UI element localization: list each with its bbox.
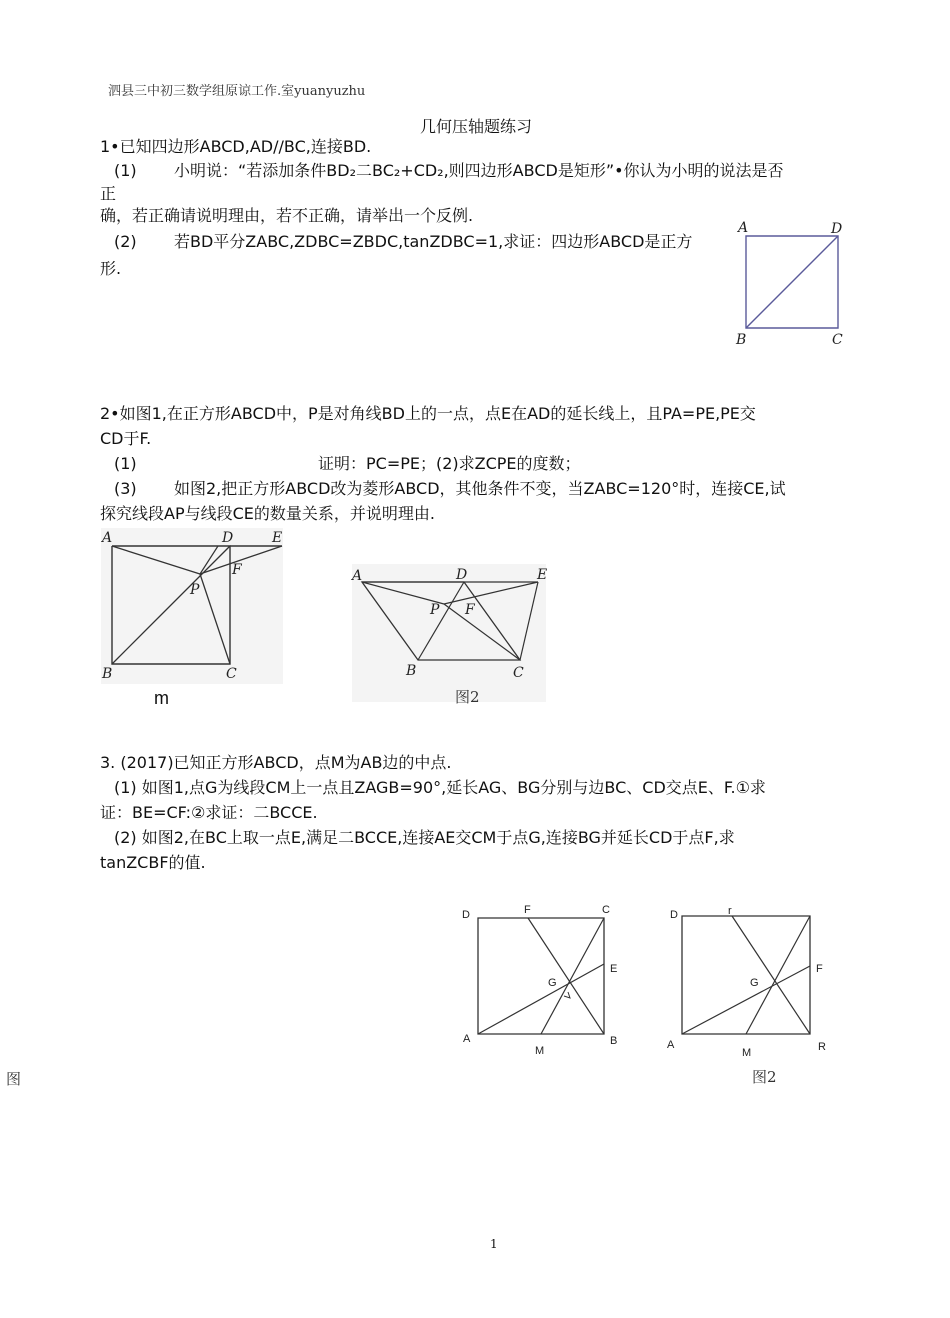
q1-part1-number: (1) <box>114 161 137 180</box>
q3-fig1-line-ae <box>478 964 604 1034</box>
q2-fig1-label-e: E <box>272 530 283 546</box>
q2-fig1-label-d: D <box>222 530 234 546</box>
q3-fig2-line-ae <box>682 966 810 1034</box>
q3-fig2-caption: 图2 <box>752 1068 777 1086</box>
q2-figure-2 <box>348 562 548 704</box>
q2-part1-text: 证明：PC=PE；(2)求ZCPE的度数； <box>318 454 581 473</box>
q3-fig2-square <box>682 916 810 1034</box>
q2-fig1-label-p: P <box>190 582 200 598</box>
q3-figure-2 <box>662 900 834 1062</box>
q3-fig2-line-bf <box>732 916 810 1034</box>
q2-fig2-label-p: P <box>430 602 440 618</box>
q2-fig2-label-f: F <box>465 602 475 618</box>
q3-fig2-label-g: G <box>750 977 759 989</box>
q1-part1-continuation: 正 <box>100 184 117 203</box>
q3-part2-line2: tanZCBF的值. <box>100 853 206 872</box>
q1-label-b: B <box>736 332 747 348</box>
q1-label-c: C <box>832 332 843 348</box>
q2-stem-line2: CD于F. <box>100 429 152 448</box>
q3-fig1-label-c: C <box>602 904 610 916</box>
q3-stem: 3. (2017)已知正方形ABCD，点M为AB边的中点. <box>100 753 452 772</box>
q3-fig2-label-d: D <box>670 909 678 921</box>
q3-fig2-label-f: r <box>728 905 732 917</box>
q3-fig1-line-bf <box>528 918 604 1034</box>
q3-fig1-label-e: E <box>610 963 618 975</box>
q3-fig2-line-cm <box>746 916 810 1034</box>
q3-part1-line1: (1) 如图1,点G为线段CM上一点且ZAGB=90°,延长AG、BG分别与边BC、CD交点E、F.①求 <box>114 778 766 797</box>
q1-label-a: A <box>738 220 749 236</box>
q1-diagonal-bd <box>746 236 838 328</box>
q1-part1-line2: 确，若正确请说明理由，若不正确，请举出一个反例. <box>100 206 474 225</box>
q1-stem: 1•已知四边形ABCD,AD//BC,连接BD. <box>100 137 372 156</box>
q2-fig1-label-f: F <box>232 562 242 578</box>
q2-figure-1 <box>96 526 296 686</box>
q2-part3-text: 如图2,把正方形ABCD改为菱形ABCD，其他条件不变，当ZABC=120°时，连接CE,试 <box>174 479 786 498</box>
q2-part3-number: (3) <box>114 479 137 498</box>
q1-part2-continuation: 形. <box>100 259 122 278</box>
q2-fig2-background <box>352 564 546 702</box>
page-number: 1 <box>490 1237 498 1251</box>
page-title: 几何压轴题练习 <box>420 117 533 136</box>
q2-fig2-label-e: E <box>537 567 548 583</box>
q2-fig2-label-a: A <box>352 568 363 584</box>
q2-fig1-caption: m <box>154 688 169 708</box>
q2-fig1-label-a: A <box>102 530 113 546</box>
q2-part3-line2: 探究线段AP与线段CE的数量关系，并说明理由. <box>100 504 435 523</box>
q1-square-figure <box>730 218 850 353</box>
q3-fig1-line-cm <box>541 918 604 1034</box>
page-header: 泗县三中初三数学组原谅工作.室yuanyuzhu <box>108 84 366 99</box>
q3-fig2-label-a: A <box>667 1039 675 1051</box>
q2-part1-number: (1) <box>114 454 137 473</box>
q1-part2-number: (2) <box>114 232 137 251</box>
q3-fig1-caption: 图 <box>6 1070 22 1088</box>
q3-fig1-square <box>478 918 604 1034</box>
q2-fig2-label-d: D <box>456 567 468 583</box>
q3-fig1-label-a: A <box>463 1033 471 1045</box>
q2-fig2-label-c: C <box>513 665 524 681</box>
q3-fig2-label-m: M <box>742 1047 752 1059</box>
q3-fig2-label-e: F <box>816 963 823 975</box>
q1-part2-text: 若BD平分ZABC,ZDBC=ZBDC,tanZDBC=1,求证：四边形ABCD是正方 <box>174 232 693 251</box>
q3-fig1-label-d: D <box>462 909 470 921</box>
q1-part1-text: 小明说：“若添加条件BD₂二BC₂+CD₂,则四边形ABCD是矩形”•你认为小明的说法是否 <box>174 161 784 180</box>
q3-fig1-label-b: B <box>610 1035 618 1047</box>
q3-fig2-label-b: R <box>818 1041 826 1053</box>
q2-fig1-label-c: C <box>226 666 237 682</box>
q3-part2-line1: (2) 如图2,在BC上取一点E,满足二BCCE,连接AE交CM于点G,连接BG并延长CD于点F,求 <box>114 828 735 847</box>
q3-fig1-right-angle-mark <box>564 992 570 998</box>
q3-fig1-label-g: G <box>548 977 557 989</box>
q2-fig1-label-b: B <box>102 666 113 682</box>
q2-fig2-caption: 图2 <box>455 688 480 706</box>
q2-stem-line1: 2•如图1,在正方形ABCD中，P是对角线BD上的一点，点E在AD的延长线上，且PA=PE,PE交 <box>100 404 756 423</box>
q2-fig2-label-b: B <box>406 663 417 679</box>
q1-label-d: D <box>831 221 843 237</box>
q3-part1-line2: 证：BE=CF:②求证：二BCCE. <box>100 803 318 822</box>
q3-figure-1 <box>458 900 630 1062</box>
q3-fig1-label-m: M <box>535 1045 545 1057</box>
q3-fig1-label-f: F <box>524 904 531 916</box>
